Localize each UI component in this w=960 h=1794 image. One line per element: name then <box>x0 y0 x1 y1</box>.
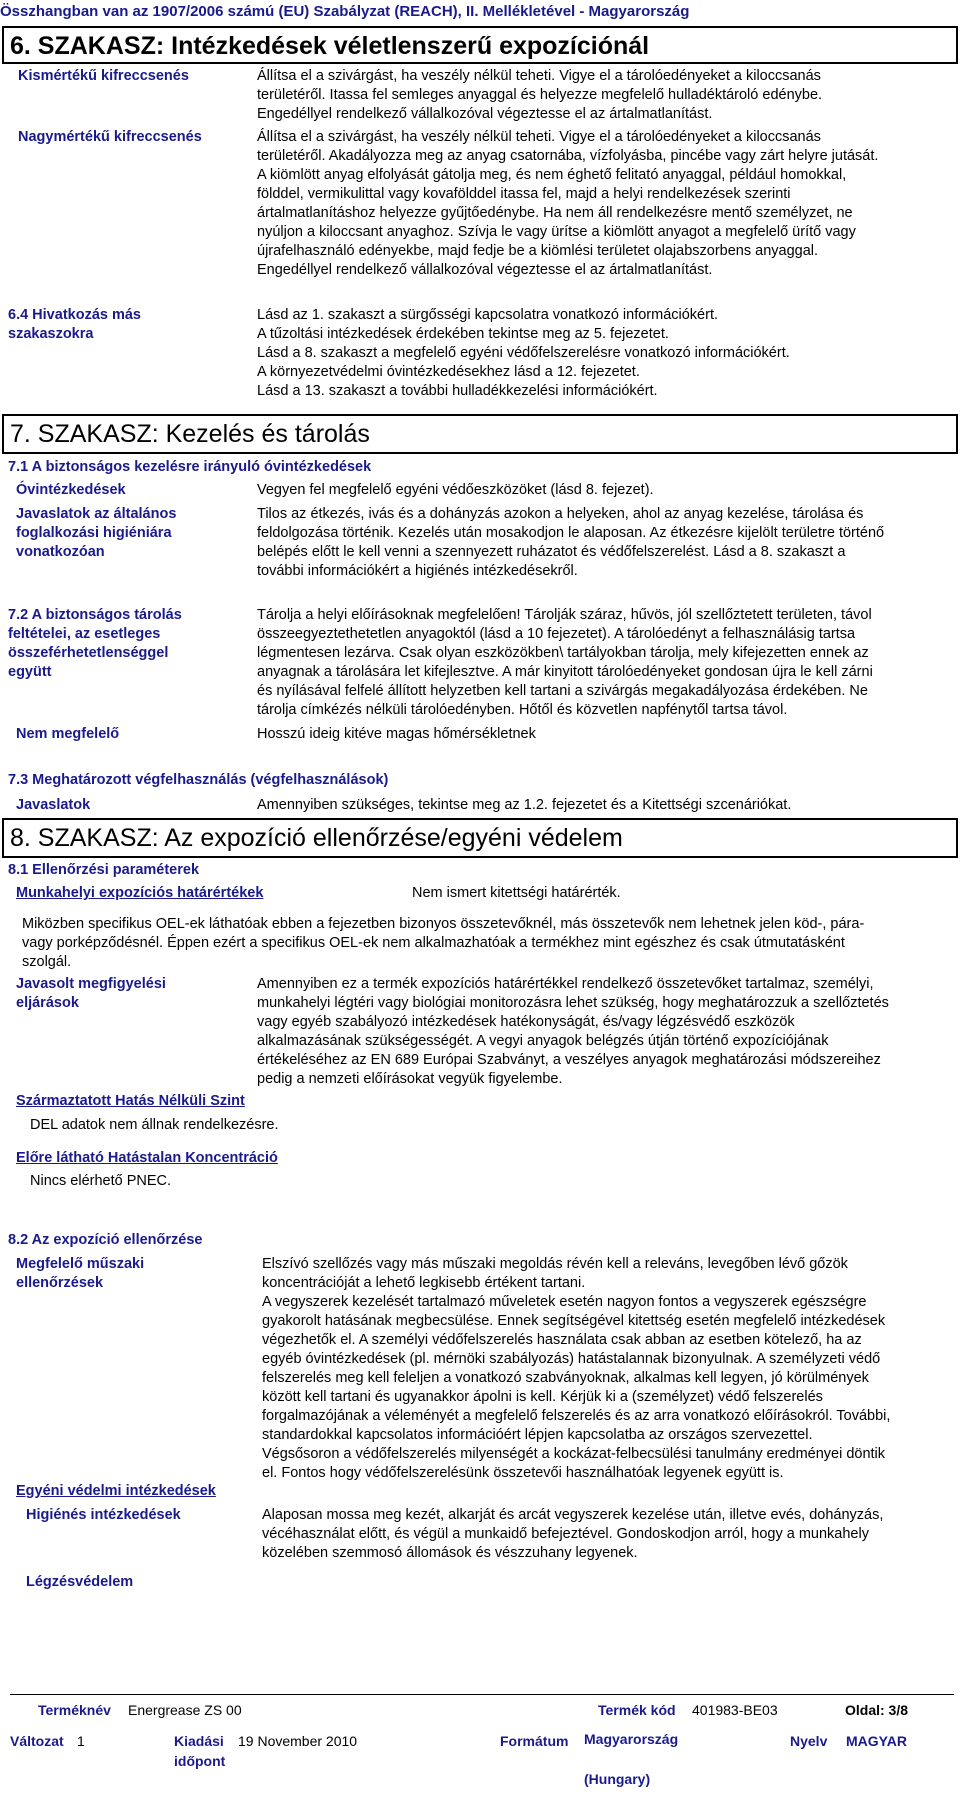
label-line: (Hungary) <box>584 1771 651 1787</box>
section-7-title-text: 7. SZAKASZ: Kezelés és tárolás <box>10 420 370 448</box>
text-line: anyagnak a tárolására let kifejlesztve. A már kinyitott tárolóedényeket gondosan újra le kell zárni <box>257 664 873 680</box>
label-line: ellenőrzések <box>16 1275 104 1291</box>
storage-label <box>8 606 182 682</box>
label-line: feltételei, az esetleges <box>8 626 161 642</box>
text-line: munkahelyi légtéri vagy biológiai monitorozásra lehet szükség, hogy meghatározzuk a szellőztetés <box>257 995 889 1011</box>
text-line: vagy egyéb szabályozó intézkedések hatékonyságát, és/vagy légzésvédő eszközök <box>257 1014 795 1030</box>
pnec-text: Nincs elérhető PNEC. <box>30 1173 172 1189</box>
recommendations-text: Amennyiben szükséges, tekintse meg az 1.2. fejezetet és a Kitettségi szcenáriókat. <box>257 797 792 813</box>
text-line: nyúljon a kiloccsant anyaghoz. Szívja le vagy ürítse a kiömlött anyagot a megfelelő ürítő vagy <box>257 224 856 240</box>
section-7-3-heading: 7.3 Meghatározott végfelhasználás (végfelhasználások) <box>8 772 389 788</box>
text-line: tárolja címkézés nélküli tárolóedényben. Hőtől és közvetlen napfénytől tartsa távol. <box>257 702 788 718</box>
hygiene-measures-label: Higiénés intézkedések <box>26 1507 181 1523</box>
dnel-label: Származtatott Hatás Nélküli Szint <box>16 1093 245 1109</box>
text-line: értékeléséhez az EN 689 Európai Szabványt, a veszélyes anyagok meghatározási módszereihez <box>257 1052 881 1068</box>
unsuitable-text: Hosszú ideig kitéve magas hőmérsékletnek <box>257 726 536 742</box>
large-spill-label: Nagymértékű kifreccsenés <box>18 129 202 145</box>
language-label: Nyelv <box>790 1733 828 1749</box>
monitoring-label <box>16 975 166 1013</box>
text-line: területéről. Akadályozza meg az anyag csatornába, vízfolyásba, pincébe vagy zárt helyre jutását. <box>257 148 879 164</box>
footer-divider <box>10 1694 954 1695</box>
text-line: A vegyszerek kezelését tartalmazó műveletek esetén nagyon fontos a vegyszerek egészségre <box>262 1294 867 1310</box>
text-line: közelében szemmosó állomások és vészzuhany legyenek. <box>262 1545 638 1561</box>
text-line: Alaposan mossa meg kezét, alkarját és arcát vegyszerek kezelése után, illetve evés, dohányzás, <box>262 1507 884 1523</box>
text-line: gyakorolt hatásának megbecsülése. Ennek segítségével kitettség esetén megfelelő intézkedések <box>262 1313 886 1329</box>
text-line: területéről. Itassa fel semleges anyaggal és helyezze megfelelő hulladéktároló edénybe. <box>257 87 823 103</box>
small-spill-label: Kismértékű kifreccsenés <box>18 68 189 84</box>
text-line: pedig a nemzeti előírásokat vegyük figyelembe. <box>257 1071 563 1087</box>
section-7-title <box>2 414 958 454</box>
text-line: standardokkal kapcsolatos információért lépjen kapcsolatba az országos szervezettel. <box>262 1427 813 1443</box>
format-label: Formátum <box>500 1733 569 1749</box>
issue-date-value: 19 November 2010 <box>238 1733 358 1749</box>
label-line: együtt <box>8 664 52 680</box>
text-line: Miközben specifikus OEL-ek láthatóak ebben a fejezetben bizonyos összetevőknél, más összetevők nem lehetnek jelen köd-, pára- <box>22 916 865 932</box>
label-line: foglalkozási higiéniára <box>16 525 172 541</box>
text-line: újrafelhasználó edényekbe, majd fedje be a kiömlési területet olajabszorbens anyaggal. <box>257 243 819 259</box>
text-line: feldolgozása történik. Kezelés után mosakodjon le alaposan. Az étkezésre kijelölt területre történő <box>257 525 885 541</box>
text-line: Engedéllyel rendelkező vállalkozóval végeztesse el az ártalmatlanítást. <box>257 106 713 122</box>
storage-text <box>257 606 873 720</box>
label-line: összeférhetetlenséggel <box>8 645 169 661</box>
ppe-label: Egyéni védelmi intézkedések <box>16 1483 216 1499</box>
text-line: összeegyeztethetetlen anyagoktól (lásd a 10 fejezetet). A tárolóedényt a felhasználásig tartsa <box>257 626 856 642</box>
text-line: A környezetvédelmi óvintézkedésekhez lásd a 12. fejezetet. <box>257 364 640 380</box>
language-value: MAGYAR <box>846 1733 907 1749</box>
text-line: Tilos az étkezés, ivás és a dohányzás azokon a helyeken, ahol az anyag kezelése, tárolása és <box>257 506 864 522</box>
oel-note <box>22 915 864 972</box>
section-8-title <box>2 818 958 858</box>
label-line: időpont <box>174 1753 226 1769</box>
label-line: 6.4 Hivatkozás más <box>8 307 141 323</box>
section-8-title-text: 8. SZAKASZ: Az expozíció ellenőrzése/egyéni védelem <box>10 824 623 852</box>
text-line: Állítsa el a szivárgást, ha veszély nélkül teheti. Vigye el a tárolóedényeket a kiloccsanás <box>257 68 821 84</box>
label-line: Javaslatok az általános <box>16 506 177 522</box>
unsuitable-label: Nem megfelelő <box>16 726 120 742</box>
text-line: felszerelés meg kell feleljen a vonatkozó szabványoknak, alkalmas kell legyen, jó körülmények <box>262 1370 869 1386</box>
label-line: Kiadási <box>174 1733 224 1749</box>
precautions-text: Vegyen fel megfelelő egyéni védőeszközöket (lásd 8. fejezet). <box>257 482 654 498</box>
issue-date-label <box>174 1731 225 1771</box>
label-line: eljárások <box>16 995 79 1011</box>
oel-label: Munkahelyi expozíciós határértékek <box>16 885 264 901</box>
large-spill-text <box>257 128 878 280</box>
text-line: ártalmatlanításhoz helyezze gyűjtőedénybe. Ha nem áll rendelkezésre mentő személyzet, ne <box>257 205 853 221</box>
page-number: Oldal: 3/8 <box>845 1702 909 1718</box>
text-line: Lásd az 1. szakaszt a sürgősségi kapcsolatra vonatkozó információkért. <box>257 307 719 323</box>
product-name-value: Energrease ZS 00 <box>128 1702 242 1718</box>
text-line: végezhetők el. A személyi védőfelszerelés használata csak abban az esetben kötelező, ha az <box>262 1332 862 1348</box>
label-line: szakaszokra <box>8 326 94 342</box>
text-line: további információkért a higiénés intézkedésekről. <box>257 563 578 579</box>
text-line: Engedéllyel rendelkező vállalkozóval végeztesse el az ártalmatlanítást. <box>257 262 713 278</box>
text-line: és nyílásával felfelé állított helyzetben kell tartani a szivárgás megakadályozása érdekében. Ne <box>257 683 868 699</box>
label-line: Megfelelő műszaki <box>16 1256 145 1272</box>
text-line: Lásd a 8. szakaszt a megfelelő egyéni védőfelszerelésre vonatkozó információkért. <box>257 345 790 361</box>
text-line: koncentrációját a lehető legkisebb értékent tartani. <box>262 1275 586 1291</box>
respiratory-protection-label: Légzésvédelem <box>26 1574 134 1590</box>
references-label <box>8 306 141 344</box>
text-line: szolgál. <box>22 954 72 970</box>
precautions-label: Óvintézkedések <box>16 482 126 498</box>
text-line: A kiömlött anyag elfolyását gátolja meg, és nem éghető felitató anyaggal, például homokkal, <box>257 167 847 183</box>
section-6-title <box>2 26 958 64</box>
product-name-label: Terméknév <box>38 1702 111 1718</box>
section-6-title-text: 6. SZAKASZ: Intézkedések véletlenszerű expozíciónál <box>10 32 650 60</box>
document-header: Összhangban van az 1907/2006 számú (EU) Szabályzat (REACH), II. Mellékletével - Magyarország <box>0 3 690 20</box>
text-line: Végsősoron a védőfelszerelés milyenségét a kockázat-felbecsülési tanulmány eredményei döntik <box>262 1446 886 1462</box>
text-line: el. Fontos hogy védőfelszerelésünk összetevői használhatóak legyenek együtt is. <box>262 1465 784 1481</box>
text-line: között kell tartani és ugyanakkor ápolni is kell. Kérjük ki a (személyzet) védő felszerelés <box>262 1389 823 1405</box>
label-line: vonatkozóan <box>16 544 105 560</box>
text-line: belépés előtt le kell venni a szennyezett ruházatot és védőfelszerelést. Lásd a 8. szakaszt a <box>257 544 846 560</box>
section-8-2-heading: 8.2 Az expozíció ellenőrzése <box>8 1232 203 1248</box>
oel-text: Nem ismert kitettségi határérték. <box>412 885 621 901</box>
product-code-value: 401983-BE03 <box>692 1702 778 1718</box>
text-line: alkalmazásának szükségességét. A vegyi anyagok belégzés útján történő expozíciójának <box>257 1033 829 1049</box>
text-line: légmentesen lezárva. Csak olyan eszközökben\ tartályokban tárolja, mely kifejezetten ennek az <box>257 645 869 661</box>
small-spill-text <box>257 67 822 124</box>
engineering-controls-label <box>16 1255 144 1293</box>
references-text <box>257 306 790 401</box>
text-line: Állítsa el a szivárgást, ha veszély nélkül teheti. Vigye el a tárolóedényeket a kiloccsanás <box>257 129 821 145</box>
label-line: Magyarország <box>584 1731 679 1747</box>
section-8-1-heading: 8.1 Ellenőrzési paraméterek <box>8 862 200 878</box>
text-line: vagy porképződésnél. Éppen ezért a specifikus OEL-ek nem alkalmazhatóak a termékhez mint egészhez és csak útmutatásként <box>22 935 845 951</box>
hygiene-measures-text <box>262 1506 883 1563</box>
section-7-1-heading: 7.1 A biztonságos kezelésre irányuló óvintézkedések <box>8 459 372 475</box>
engineering-controls-text <box>262 1255 890 1483</box>
label-line: Javasolt megfigyelési <box>16 976 166 992</box>
text-line: földdel, vermikulittal vagy kovafölddel itassa fel, majd a helyi rendelkezések szerinti <box>257 186 791 202</box>
version-value: 1 <box>77 1733 85 1749</box>
text-line: A tűzoltási intézkedések érdekében tekintse meg az 5. fejezetet. <box>257 326 669 342</box>
dnel-text: DEL adatok nem állnak rendelkezésre. <box>30 1117 279 1133</box>
text-line: Tárolja a helyi előírásoknak megfelelően! Tárolják száraz, hűvös, jól szellőztetett területen, távol <box>257 607 872 623</box>
pnec-label: Előre látható Hatástalan Koncentráció <box>16 1150 278 1166</box>
product-code-label: Termék kód <box>598 1702 676 1718</box>
hygiene-advice-text <box>257 505 884 581</box>
text-line: Elszívó szellőzés vagy más műszaki megoldás révén kell a releváns, levegőben lévő gőzök <box>262 1256 848 1272</box>
text-line: vécéhasználat előtt, és végül a munkaidő befejeztével. Gondoskodjon arról, hogy a munkahely <box>262 1526 869 1542</box>
text-line: forgalmazójának a véleményét a megfelelő felszerelés és az arra vonatkozó előírásokról. További, <box>262 1408 891 1424</box>
hygiene-advice-label <box>16 505 176 562</box>
text-line: Lásd a 13. szakaszt a további hulladékkezelési információkért. <box>257 383 658 399</box>
recommendations-label: Javaslatok <box>16 797 91 813</box>
monitoring-text <box>257 975 889 1089</box>
label-line: 7.2 A biztonságos tárolás <box>8 607 182 623</box>
format-value <box>584 1729 678 1789</box>
text-line: egyéb óvintézkedések (pl. mérnöki szabályozás) hatástalannak bizonyulnak. A személyzeti védő <box>262 1351 881 1367</box>
version-label: Változat <box>10 1733 64 1749</box>
text-line: Amennyiben ez a termék expozíciós határértékkel rendelkező összetevőket tartalmaz, személyi, <box>257 976 874 992</box>
